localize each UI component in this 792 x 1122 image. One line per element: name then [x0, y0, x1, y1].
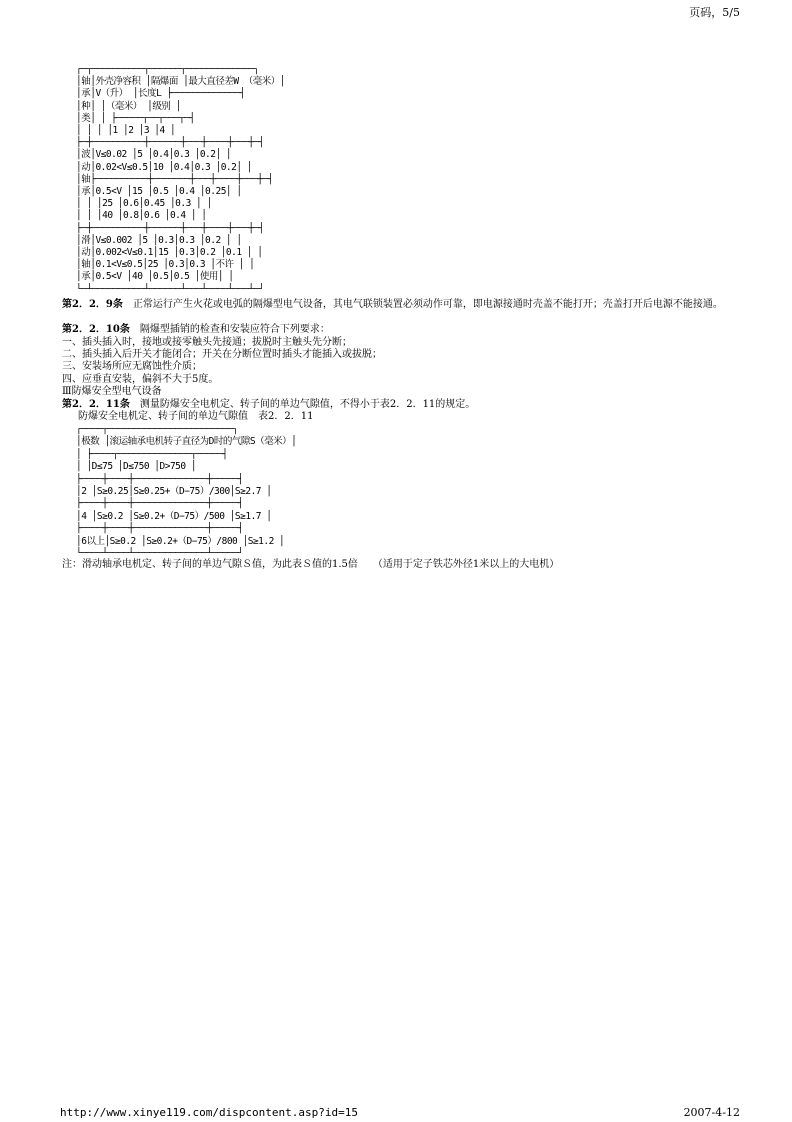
table-line: └────┴────┴──────────────┴─────┘	[76, 548, 244, 560]
list-item: 一、插头插入时，接地或接零触头先接通；拔脱时主触头先分断；	[62, 337, 352, 348]
clause-text: 隔爆型插销的检查和安装应符合下列要求：	[129, 324, 330, 335]
clause-label: 第2．2．10条	[62, 324, 130, 335]
table-line: │波│V≤0.02 │5 │0.4│0.3 │0.2│ │	[76, 149, 232, 161]
table-note: 注：滑动轴承电机定、转子间的单边气隙Ｓ值，为此表Ｓ值的1.5倍 （适用于定子铁芯外径1米以上的大电机）	[62, 559, 560, 570]
table-line: │ │ │25 │0.6│0.45 │0.3 │ │	[76, 198, 212, 210]
list-item: 四、应垂直安装，偏斜不大于5度。	[62, 374, 219, 385]
table-line: ├────┼────┼──────────────┼─────┤	[76, 498, 244, 510]
table-line: ├────┼────┼──────────────┼─────┤	[76, 523, 244, 535]
table-line: ├─┼──────────┼──────┼───┼────┼───┼─┤	[76, 222, 264, 234]
table-line: │轴│0.1<V≤0.5│25 │0.3│0.3 │不许 │ │	[76, 259, 255, 271]
clause-text: 正常运行产生火花或电弧的隔爆型电气设备，其电气联锁装置必须动作可靠，即电源接通时壳盖不能打开；壳盖打开后电源不能接通。	[122, 299, 723, 310]
footer-date: 2007-4-12	[683, 1106, 740, 1119]
table-line: │ ├────┬──────────────┬─────┤	[76, 448, 228, 460]
table-line: │动│0.002<V≤0.1│15 │0.3│0.2 │0.1 │ │	[76, 247, 263, 259]
clause-2-2-10	[62, 323, 742, 336]
table-line: │极数 │滚运轴承电机转子直径为D时的气隙S（毫米）│	[76, 436, 297, 448]
table-line: │ │D≤75 │D≤750 │D>750 │	[76, 461, 197, 473]
clause-label: 第2．2．11条	[62, 399, 130, 410]
table-line: │6以上│S≥0.2 │S≥0.2+（D−75）/800 │S≥1.2 │	[76, 535, 285, 547]
table-line: │承│0.5<V │15 │0.5 │0.4 │0.25│ │	[76, 186, 242, 198]
page-number: 页码，5/5	[689, 6, 740, 19]
list-item: 三、安装场所应无腐蚀性介质；	[62, 361, 202, 372]
table-line: │类│ │ ├─────┬──┬───┬─┤	[76, 112, 195, 124]
table-line: │ │ │ │1 │2 │3 │4 │	[76, 125, 176, 137]
table-line: │4 │S≥0.2 │S≥0.2+（D−75）/500 │S≥1.7 │	[76, 510, 272, 522]
table-line: ┌─┬──────────┬──────┬─────────────┐	[76, 64, 259, 75]
table-line: └─┴──────────┴──────┴───┴────┴───┴─┘	[76, 283, 264, 295]
clause-label: 第2．2．9条	[62, 299, 123, 310]
table-line: │ │ │40 │0.8│0.6 │0.4 │ │	[76, 210, 207, 222]
table-line: │承│V（升） │长度L ├─────────────┤	[76, 88, 245, 100]
section-heading: Ⅲ防爆安全型电气设备	[62, 386, 162, 397]
table-line: ├─┼──────────┼──────┼───┼────┼───┼─┤	[76, 137, 264, 149]
table-line: │滑│V≤0.002 │5 │0.3│0.3 │0.2 │ │	[76, 234, 242, 246]
table-line: │种│ │（毫米） │级别 │	[76, 100, 181, 112]
clause-2-2-9	[62, 298, 742, 311]
footer-url: http://www.xinye119.com/dispcontent.asp?id=15	[60, 1106, 359, 1119]
table-line: │轴│外壳净容积 │隔爆面 │最大直径差W （毫米）│	[76, 76, 285, 88]
table-line: │承│0.5<V │40 │0.5│0.5 │使用│ │	[76, 271, 234, 283]
air-gap-table	[76, 424, 296, 560]
table-caption: 防爆安全电机定、转子间的单边气隙值 表2．2．11	[78, 411, 314, 422]
table-line: │轴├──────────┼───────┼───┼────┼───┼─┤	[76, 173, 273, 185]
table-line: │2 │S≥0.25│S≥0.25+（D−75）/300│S≥2.7 │	[76, 486, 272, 498]
bearing-diameter-table	[76, 64, 285, 296]
clause-text: 测量防爆安全电机定、转子间的单边气隙值，不得小于表2．2．11的规定。	[129, 399, 476, 410]
list-item: 二、插头插入后开关才能闭合；开关在分断位置时插头才能插入或拔脱；	[62, 349, 382, 360]
table-line: │动│0.02<V≤0.5│10 │0.4│0.3 │0.2│ │	[76, 161, 253, 173]
table-line: ├────┼────┼──────────────┼─────┤	[76, 473, 244, 485]
table-line: ┌────┬────────────────────────┐	[76, 424, 238, 435]
